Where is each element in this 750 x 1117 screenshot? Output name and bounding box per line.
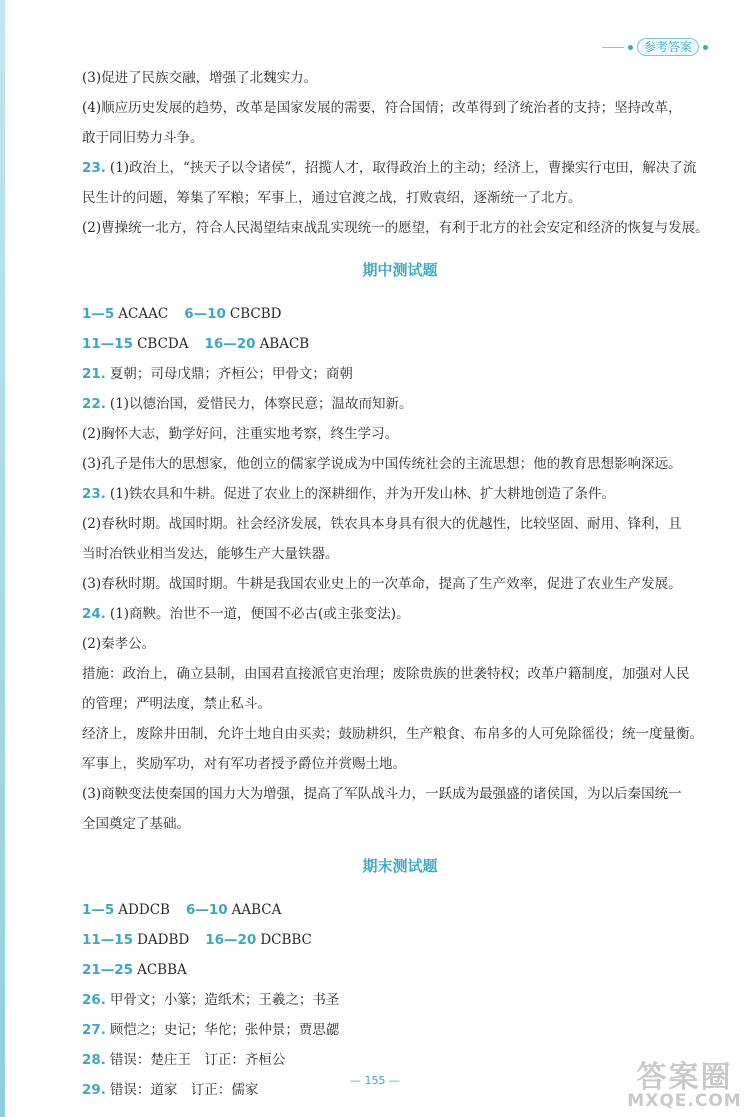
text-line: 顾恺之；史记；华佗；张仲景；贾思勰: [109, 1022, 340, 1038]
text-line: 民生计的问题，筹集了军粮；军事上，通过官渡之战，打败袁绍，逐渐统一了北方。: [82, 190, 582, 206]
badge-line-left: [602, 47, 624, 48]
text-line: 夏朝；司母戊鼎；齐桓公；甲骨文；商朝: [109, 366, 353, 382]
badge-dot-icon: [703, 45, 708, 50]
range-label: 16—20: [205, 932, 257, 948]
text-line: (3)商鞅变法使秦国的国力大为增强，提高了军队战斗力，一跃成为最强盛的诸侯国，为以后秦国统一: [82, 786, 682, 802]
header-badge: [602, 38, 708, 56]
text-line: (3)孔子是伟大的思想家，他创立的儒家学说成为中国传统社会的主流思想；他的教育思想影响深远。: [82, 456, 682, 472]
choice-row: [82, 329, 718, 359]
text-line: (2)胸怀大志，勤学好问，注重实地考察，终生学习。: [82, 426, 399, 442]
watermark-logo: [627, 1060, 742, 1111]
text-line: (2)秦孝公。: [82, 636, 156, 652]
range-label: 6—10: [184, 306, 226, 322]
choice-answers: AABCA: [231, 902, 282, 918]
text-line: 甲骨文；小篆；造纸术；王羲之；书圣: [109, 992, 340, 1008]
watermark-text: 答案圈: [636, 1060, 733, 1095]
text-line: (4)顺应历史发展的趋势，改革是国家发展的需要，符合国情；改革得到了统治者的支持；坚持改革，: [82, 100, 682, 116]
range-label: 11—15: [82, 932, 134, 948]
choice-answers: ADDCB: [118, 902, 170, 918]
watermark-domain: MXQE.COM: [627, 1091, 742, 1111]
text-line: (1)政治上，“挟天子以令诸侯”，招揽人才，取得政治上的主动；经济上，曹操实行屯田，解决了流: [109, 160, 697, 176]
choice-answers: CBCBD: [229, 306, 282, 322]
question-number: 26.: [82, 992, 106, 1008]
left-edge-bar: [0, 0, 5, 1117]
question-number: 22.: [82, 396, 106, 412]
answer-line: [82, 1045, 718, 1075]
question-number: 23.: [82, 160, 106, 176]
question-number: 28.: [82, 1052, 106, 1068]
question-number: 24.: [82, 606, 106, 622]
text-line: (3)春秋时期。战国时期。牛耕是我国农业史上的一次革命，提高了生产效率，促进了农业生产发展。: [82, 576, 682, 592]
choice-answers: DCBBC: [260, 932, 312, 948]
answer-line: [82, 599, 718, 629]
text-line: 错误：道家 订正：儒家: [109, 1082, 259, 1098]
badge-label: 参考答案: [637, 38, 699, 56]
text-line: 经济上，废除井田制，允许土地自由买卖；鼓励耕织，生产粮食、布帛多的人可免除徭役；统一度量衡。: [82, 726, 703, 742]
text-line: 的管理；严明法度，禁止私斗。: [82, 696, 271, 712]
range-label: 1—5: [82, 306, 115, 322]
choice-answers: ABACB: [259, 336, 310, 352]
text-line: 军事上，奖励军功，对有军功者授予爵位并赏赐土地。: [82, 756, 406, 772]
choice-answers: ACAAC: [118, 306, 169, 322]
answer-line: [82, 359, 718, 389]
answer-content: [82, 63, 718, 1105]
text-line: 敢于同旧势力斗争。: [82, 130, 204, 146]
answer-line: [82, 153, 718, 183]
text-line: (2)春秋时期。战国时期。社会经济发展，铁农具本身具有很大的优越性，比较坚固、耐用、锋利，且: [82, 516, 682, 532]
section-title-final: 期末测试题: [362, 857, 438, 875]
answer-line: [82, 389, 718, 419]
answer-line: [82, 479, 718, 509]
answer-line: [82, 985, 718, 1015]
text-line: (2)曹操统一北方，符合人民渴望结束战乱实现统一的愿望，有利于北方的社会安定和经济的恢复与发展。: [82, 220, 709, 236]
range-label: 16—20: [204, 336, 256, 352]
choice-row: [82, 299, 718, 329]
question-number: 27.: [82, 1022, 106, 1038]
question-number: 21.: [82, 366, 106, 382]
text-line: 措施：政治上，确立县制，由国君直接派官吏治理；废除贵族的世袭特权；改革户籍制度，加强对人民: [82, 666, 690, 682]
answer-line: [82, 1015, 718, 1045]
page-number: — 155 —: [350, 1074, 400, 1087]
text-line: (1)铁农具和牛耕。促进了农业上的深耕细作，并为开发山林、扩大耕地创造了条件。: [109, 486, 616, 502]
question-number: 23.: [82, 486, 106, 502]
choice-answers: CBCDA: [137, 336, 189, 352]
range-label: 1—5: [82, 902, 115, 918]
choice-row: [82, 925, 718, 955]
choice-row: [82, 955, 718, 985]
choice-answers: ACBBA: [137, 962, 187, 978]
range-label: 11—15: [82, 336, 134, 352]
question-number: 29.: [82, 1082, 106, 1098]
range-label: 6—10: [185, 902, 228, 918]
text-line: 错误：楚庄王 订正：齐桓公: [109, 1052, 286, 1068]
text-line: (3)促进了民族交融，增强了北魏实力。: [82, 70, 318, 86]
range-label: 21—25: [82, 962, 134, 978]
text-line: (1)以德治国，爱惜民力，体察民意；温故而知新。: [109, 396, 413, 412]
text-line: 当时冶铁业相当发达，能够生产大量铁器。: [82, 546, 339, 562]
badge-dot-icon: [628, 45, 633, 50]
section-title-midterm: 期中测试题: [362, 261, 438, 279]
text-line: (1)商鞅。治世不一道，便国不必古(或主张变法)。: [109, 606, 410, 622]
text-line: 全国奠定了基础。: [82, 816, 190, 832]
choice-row: [82, 895, 718, 925]
choice-answers: DADBD: [137, 932, 190, 948]
